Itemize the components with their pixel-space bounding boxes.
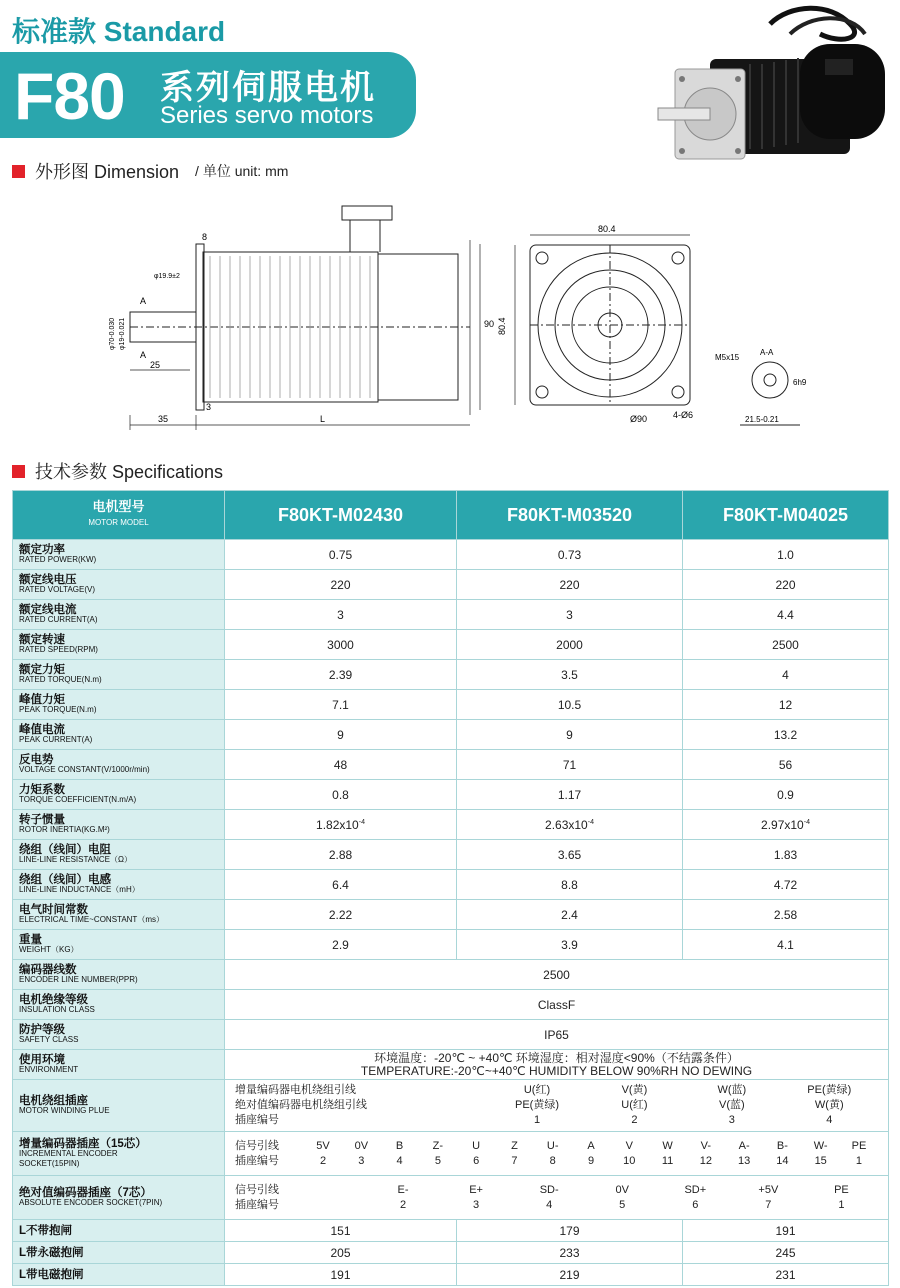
inc-socket-value	[225, 1132, 889, 1176]
environment-line2: TEMPERATURE:-20℃~+40℃ HUMIDITY BELOW 90%RH NO DEWING	[360, 1063, 753, 1078]
grid-cell: 2	[319, 1154, 327, 1167]
spec-value: 0.8	[225, 780, 457, 810]
spec-label	[13, 660, 225, 690]
spec-row	[13, 540, 889, 570]
grid-cell: U(红)	[621, 1099, 648, 1111]
length-value: 245	[683, 1242, 889, 1264]
spec-value: 3	[457, 600, 683, 630]
spec-value: 0.9	[683, 780, 889, 810]
dim-phi199: φ19.9±2	[154, 273, 180, 280]
grid-cell: A-	[738, 1139, 750, 1152]
spec-label	[13, 750, 225, 780]
spec-row	[13, 750, 889, 780]
spec-label	[13, 810, 225, 840]
length-label-text: L不带抱闸	[19, 1224, 73, 1237]
spec-value: 0.73	[457, 540, 683, 570]
spec-label-en: WEIGHT（KG）	[19, 944, 79, 954]
grid-cell: W-	[813, 1139, 828, 1152]
spec-label-cn: 转子惯量	[19, 813, 65, 826]
grid-cell: 1	[838, 1198, 845, 1211]
dim-3: 3	[206, 402, 212, 412]
spec-row	[13, 570, 889, 600]
environment-value	[225, 1050, 889, 1080]
spec-label	[13, 930, 225, 960]
insulation-row: 电机绝缘等级 INSULATION CLASS ClassF	[13, 990, 889, 1020]
spec-label-en: VOLTAGE CONSTANT(V/1000r/min)	[19, 764, 150, 774]
grid-cell: V(蓝)	[719, 1099, 745, 1111]
length-value: 191	[683, 1220, 889, 1242]
specs-title: 技术参数 Specifications	[35, 462, 224, 482]
spec-label-en: ROTOR INERTIA(KG.M²)	[19, 824, 110, 834]
length-row	[13, 1264, 889, 1286]
grid-cell: 6	[473, 1154, 480, 1167]
dim-8: 8	[202, 232, 208, 242]
model-col-1: F80KT-M02430	[225, 491, 457, 540]
dimension-title: 外形图 Dimension	[35, 162, 180, 182]
grid-cell: U	[472, 1139, 481, 1152]
dim-holes: 4-Ø6	[673, 410, 694, 420]
spec-value: 9	[457, 720, 683, 750]
header-en: MOTOR MODEL	[88, 518, 149, 527]
spec-value: 1.17	[457, 780, 683, 810]
encoder-row: 编码器线数 ENCODER LINE NUMBER(PPR) 2500	[13, 960, 889, 990]
series-en: Series servo motors	[160, 102, 374, 129]
grid-cell: 2	[399, 1198, 407, 1211]
grid-cell: 4	[396, 1154, 403, 1167]
section-a-bottom: A	[140, 350, 147, 360]
grid-cell: 10	[623, 1154, 636, 1167]
spec-row	[13, 720, 889, 750]
length-label	[13, 1264, 225, 1286]
spec-value: 220	[683, 570, 889, 600]
spec-label	[13, 720, 225, 750]
grid-cell: 14	[776, 1154, 789, 1167]
spec-table	[12, 490, 889, 1286]
spec-row	[13, 810, 889, 840]
grid-cell: 4	[826, 1114, 833, 1126]
spec-label-cn: 峰值力矩	[19, 693, 65, 706]
spec-value: 2.88	[225, 840, 457, 870]
spec-header-row	[13, 491, 889, 540]
header-cn: 电机型号	[92, 499, 145, 514]
grid-cell: 插座编号	[235, 1198, 279, 1211]
dim-m5: M5x15	[715, 353, 740, 362]
dim-6: 6h9	[793, 378, 807, 387]
grid-cell: PE	[851, 1139, 867, 1152]
spec-label-cn: 额定线电压	[19, 573, 77, 586]
grid-cell: 1	[533, 1114, 541, 1126]
length-value: 151	[225, 1220, 457, 1242]
grid-cell: SD+	[684, 1183, 707, 1196]
spec-label-en: ELECTRICAL TIME~CONSTANT（ms）	[19, 914, 164, 924]
spec-label	[13, 870, 225, 900]
protection-row: 防护等级 SAFETY CLASS IP65	[13, 1020, 889, 1050]
grid-cell: 1	[855, 1154, 863, 1167]
spec-value: 9	[225, 720, 457, 750]
spec-value: 3.65	[457, 840, 683, 870]
length-value: 233	[457, 1242, 683, 1264]
spec-label-en: RATED POWER(KW)	[19, 554, 97, 564]
grid-line	[225, 1154, 888, 1169]
grid-line	[225, 1098, 888, 1113]
spec-value: 3	[225, 600, 457, 630]
spec-value: 2.4	[457, 900, 683, 930]
header-label	[13, 491, 225, 540]
spec-label-en: LINE-LINE RESISTANCE（Ω）	[19, 854, 132, 864]
grid-line	[225, 1113, 888, 1128]
encoder-value: 2500	[225, 960, 889, 990]
spec-value: $2.97x10^{-4}$	[683, 810, 889, 840]
spec-label	[13, 840, 225, 870]
insulation-value: ClassF	[225, 990, 889, 1020]
grid-cell: 4	[546, 1198, 553, 1211]
abs-socket-value	[225, 1176, 889, 1220]
spec-value: 3.9	[457, 930, 683, 960]
spec-value: 3.5	[457, 660, 683, 690]
grid-cell: W(黄)	[814, 1099, 844, 1111]
length-label-text: L带永磁抱闸	[19, 1246, 84, 1259]
spec-label	[13, 900, 225, 930]
spec-row	[13, 630, 889, 660]
length-row	[13, 1220, 889, 1242]
grid-cell: 增量编码器电机绕组引线	[235, 1084, 356, 1096]
grid-cell: 3	[728, 1114, 735, 1126]
spec-row	[13, 930, 889, 960]
spec-value: 13.2	[683, 720, 889, 750]
spec-label-cn: 反电势	[19, 753, 54, 766]
grid-cell: 2	[631, 1114, 638, 1126]
grid-cell: B-	[776, 1139, 788, 1152]
grid-cell: 7	[765, 1198, 772, 1211]
length-label	[13, 1242, 225, 1264]
spec-label-cn: 额定线电流	[19, 603, 77, 616]
grid-cell: 11	[661, 1154, 674, 1167]
dim-90: 90	[484, 319, 495, 329]
spec-value: 3000	[225, 630, 457, 660]
red-square-icon	[12, 165, 25, 178]
grid-cell: U(红)	[523, 1084, 551, 1096]
spec-value: 0.75	[225, 540, 457, 570]
spec-value: 4.72	[683, 870, 889, 900]
spec-value: 2000	[457, 630, 683, 660]
spec-value: 8.8	[457, 870, 683, 900]
dim-phi90: Ø90	[630, 414, 648, 424]
spec-label-en: LINE-LINE INDUCTANCE（mH）	[19, 884, 140, 894]
spec-exponent: -4	[358, 818, 365, 826]
section-aa: A-A	[760, 348, 774, 357]
grid-cell: 9	[587, 1154, 595, 1167]
grid-cell: 5V	[316, 1139, 330, 1152]
grid-cell: 5	[619, 1198, 626, 1211]
spec-value: 4.1	[683, 930, 889, 960]
length-value: 219	[457, 1264, 683, 1286]
spec-label-en: RATED VOLTAGE(V)	[19, 584, 96, 594]
spec-label-en: PEAK TORQUE(N.m)	[19, 704, 97, 714]
grid-cell: 15	[814, 1154, 827, 1167]
spec-label	[13, 540, 225, 570]
grid-cell: B	[395, 1139, 404, 1152]
length-value: 205	[225, 1242, 457, 1264]
grid-cell: 13	[738, 1154, 751, 1167]
grid-line	[225, 1139, 888, 1154]
dim-width-804: 80.4	[598, 224, 616, 234]
length-label	[13, 1220, 225, 1242]
winding-value	[225, 1080, 889, 1132]
grid-cell: 8	[549, 1154, 556, 1167]
spec-value: 48	[225, 750, 457, 780]
spec-label-cn: 绕组（线间）电阻	[19, 843, 111, 856]
grid-cell: 绝对值编码器电机绕组引线	[235, 1099, 367, 1111]
dim-height-804: 80.4	[497, 317, 507, 335]
spec-value: 1.0	[683, 540, 889, 570]
spec-value: 220	[457, 570, 683, 600]
spec-value: 220	[225, 570, 457, 600]
environment-line1: 环境温度：-20℃ ~ +40℃ 环境湿度：相对湿度<90%（不结露条件）	[374, 1050, 739, 1065]
grid-cell: 插座编号	[235, 1154, 279, 1167]
motor-photo	[650, 4, 895, 164]
section-a-top: A	[140, 296, 147, 306]
spec-value: 2500	[683, 630, 889, 660]
spec-value: 4	[683, 660, 889, 690]
grid-cell: 信号引线	[235, 1139, 279, 1152]
grid-cell: 3	[358, 1154, 365, 1167]
series-cn: 系列伺服电机	[160, 69, 376, 107]
dim-25: 25	[150, 360, 161, 370]
dim-phi19: φ19-0.021	[119, 317, 126, 350]
grid-cell: +5V	[758, 1183, 779, 1196]
spec-label-en: RATED TORQUE(N.m)	[19, 674, 102, 684]
spec-value: $2.63x10^{-4}$	[457, 810, 683, 840]
grid-cell: Z-	[432, 1139, 444, 1152]
red-square-icon	[12, 465, 25, 478]
spec-row	[13, 690, 889, 720]
spec-label-cn: 额定力矩	[19, 663, 65, 676]
spec-label-en: RATED CURRENT(A)	[19, 614, 98, 624]
spec-label-cn: 额定功率	[19, 543, 65, 556]
grid-cell: V	[625, 1139, 633, 1152]
spec-value: 4.4	[683, 600, 889, 630]
spec-label	[13, 630, 225, 660]
grid-cell: 6	[692, 1198, 699, 1211]
length-value: 191	[225, 1264, 457, 1286]
spec-label-cn: 力矩系数	[19, 783, 65, 796]
grid-cell: U-	[546, 1139, 559, 1152]
specs-heading	[12, 458, 223, 484]
spec-value: 2.58	[683, 900, 889, 930]
grid-cell: 7	[511, 1154, 518, 1167]
spec-value: 12	[683, 690, 889, 720]
grid-cell: PE(黄绿)	[515, 1099, 559, 1111]
spec-label-cn: 峰值电流	[19, 723, 65, 736]
grid-cell: W	[662, 1139, 673, 1152]
grid-cell: PE	[834, 1183, 849, 1196]
length-row	[13, 1242, 889, 1264]
grid-line	[225, 1183, 888, 1198]
spec-value: 2.9	[225, 930, 457, 960]
grid-cell: E-	[397, 1183, 409, 1196]
grid-cell: 插座编号	[235, 1114, 279, 1126]
series-banner	[0, 52, 416, 138]
grid-cell: W(蓝)	[717, 1084, 747, 1096]
protection-value: IP65	[225, 1020, 889, 1050]
length-label-text: L带电磁抱闸	[19, 1268, 84, 1281]
spec-label-cn: 重量	[19, 933, 42, 946]
spec-value: 71	[457, 750, 683, 780]
dim-L: L	[320, 414, 326, 424]
grid-cell: 12	[699, 1154, 712, 1167]
winding-row: 电机绕组插座 MOTOR WINDING PLUE 增量编码器电机绕组引线 U(红) V(黄) W(蓝) PE(黄绿) 绝对值编码器电机绕组引线 PE(黄绿) U(红) V(蓝) W(黄) 插座编号 1 2 3 4	[13, 1080, 889, 1132]
dimension-unit: / 单位 unit: mm	[195, 163, 289, 179]
environment-row: 使用环境 ENVIRONMENT 环境温度：-20℃ ~ +40℃ 环境湿度：相对湿度<90%（不结露条件） TEMPERATURE:-20℃~+40℃ HUMIDITY BELOW 90%RH NO DEWING	[13, 1050, 889, 1080]
grid-cell: PE(黄绿)	[807, 1084, 852, 1096]
grid-cell: 0V	[615, 1183, 629, 1196]
dim-phi70: φ70-0.030	[109, 317, 116, 350]
spec-value: 56	[683, 750, 889, 780]
grid-cell: 0V	[354, 1139, 369, 1152]
spec-label	[13, 600, 225, 630]
spec-value: 2.22	[225, 900, 457, 930]
spec-value: 1.83	[683, 840, 889, 870]
standard-title: 标准款 Standard	[12, 16, 226, 47]
spec-label-cn: 绕组（线间）电感	[19, 873, 111, 886]
spec-label	[13, 780, 225, 810]
spec-row	[13, 780, 889, 810]
spec-label	[13, 570, 225, 600]
spec-row	[13, 900, 889, 930]
dimension-heading	[12, 158, 288, 184]
grid-cell: V-	[700, 1139, 712, 1152]
spec-value: 7.1	[225, 690, 457, 720]
grid-cell: V(黄)	[621, 1084, 648, 1096]
dimension-drawing	[110, 200, 870, 440]
spec-exponent: -4	[587, 818, 594, 826]
spec-value: 6.4	[225, 870, 457, 900]
model-col-3: F80KT-M04025	[683, 491, 889, 540]
spec-label-cn: 额定转速	[19, 633, 65, 646]
spec-label-en: RATED SPEED(RPM)	[19, 644, 98, 654]
spec-value: 10.5	[457, 690, 683, 720]
spec-value: 2.39	[225, 660, 457, 690]
grid-cell: Z	[511, 1139, 518, 1152]
dim-215: 21.5-0.21	[745, 415, 779, 424]
spec-label-cn: 电气时间常数	[19, 903, 88, 916]
grid-cell: A	[587, 1139, 595, 1152]
grid-cell: E+	[469, 1183, 483, 1196]
spec-label	[13, 690, 225, 720]
length-value: 179	[457, 1220, 683, 1242]
spec-row	[13, 660, 889, 690]
grid-cell: 信号引线	[235, 1183, 279, 1196]
grid-cell: 3	[473, 1198, 480, 1211]
model-col-2: F80KT-M03520	[457, 491, 683, 540]
grid-line	[225, 1198, 888, 1213]
model-name: F80	[14, 59, 125, 133]
dim-35: 35	[158, 414, 169, 424]
grid-line	[225, 1083, 888, 1098]
grid-cell: SD-	[539, 1183, 559, 1196]
spec-label-en: TORQUE COEFFICIENT(N.m/A)	[19, 794, 137, 804]
spec-value: $1.82x10^{-4}$	[225, 810, 457, 840]
spec-exponent: -4	[803, 818, 810, 826]
spec-row	[13, 840, 889, 870]
abs-socket-row: 绝对值编码器插座（7芯） ABSOLUTE ENCODER SOCKET(7PIN) 信号引线 E- E+ SD- 0V SD+ +5V PE 插座编号 2 3 4 5 6 7 1	[13, 1176, 889, 1220]
spec-row	[13, 870, 889, 900]
spec-row	[13, 600, 889, 630]
inc-socket-row: 增量编码器插座（15芯） INCREMENTAL ENCODER SOCKET(15PIN) 信号引线 5V 0V B Z- U Z U- A V W V- A- B- W- PE 插座编号 2 3 4 5 6 7 8 9 10 11 12 13 14 15 1	[13, 1132, 889, 1176]
spec-label-en: PEAK CURRENT(A)	[19, 734, 93, 744]
length-value: 231	[683, 1264, 889, 1286]
grid-cell: 5	[434, 1154, 441, 1167]
